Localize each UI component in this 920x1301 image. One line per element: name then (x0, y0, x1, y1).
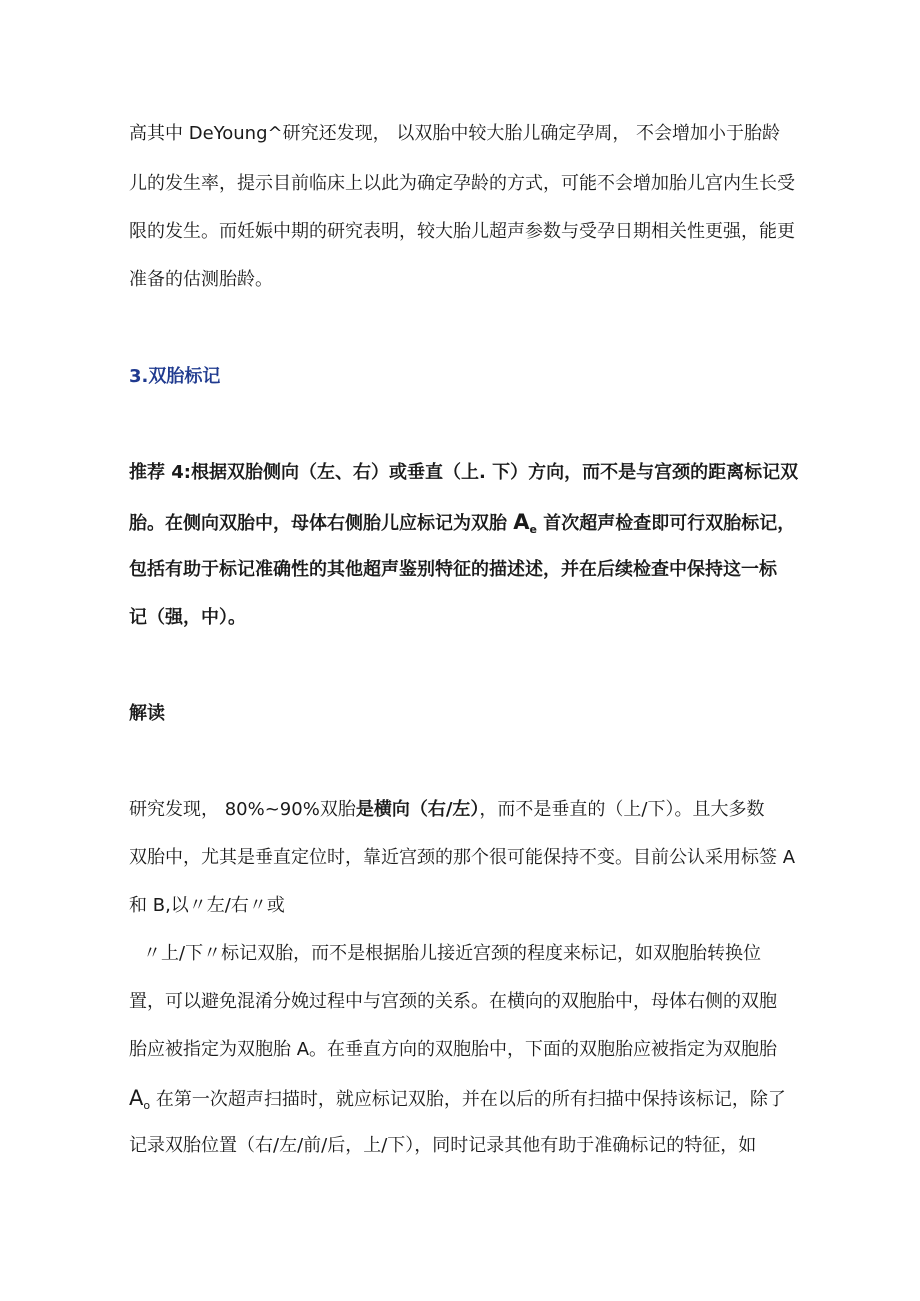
para2-line-4: 〃上/下〃标记双胎，而不是根据胎儿接近宫颈的程度来标记，如双胞胎转换位 (143, 943, 762, 964)
recommendation-line-1: 推荐 4:根据双胎侧向（左、右）或垂直（上. 下）方向，而不是与宫颈的距离标记双 (129, 462, 799, 483)
rec-line2-post: 首次超声检查即可行双胎标记， (537, 513, 796, 534)
para1-line-3: 限的发生。而妊娠中期的研究表明，较大胎儿超声参数与受孕日期相关性更强，能更 (129, 221, 795, 242)
twin-a-subscript: e (529, 523, 537, 536)
para1-line-4: 准备的估测胎龄。 (129, 269, 273, 290)
jiedu-heading: 解读 (129, 703, 165, 724)
rec-line2-pre: 胎。在侧向双胎中，母体右侧胎儿应标记为双胎 (129, 513, 514, 534)
para2-line7-post: 在第一次超声扫描时，就应标记双胎，并在以后的所有扫描中保持该标记，除了 (150, 1089, 786, 1110)
recommendation-line-4: 记（强，中）。 (129, 607, 246, 628)
para1-line-2: 儿的发生率，提示目前临床上以此为确定孕龄的方式，可能不会增加胎儿宫内生长受 (129, 173, 795, 194)
para2-line1-pre: 研究发现， 80%~90%双胎 (129, 799, 356, 820)
twin-a-label: A (513, 510, 530, 534)
twin-a-subscript-2: o (143, 1099, 151, 1112)
para2-line-8: 记录双胎位置（右/左/前/后，上/下），同时记录其他有助于准确标记的特征，如 (129, 1135, 757, 1156)
recommendation-line-3: 包括有助于标记准确性的其他超声鉴别特征的描述述，并在后续检查中保持这一标 (129, 559, 777, 580)
para2-line-6: 胎应被指定为双胞胎 A。在垂直方向的双胞胎中，下面的双胞胎应被指定为双胞胎 (129, 1039, 778, 1060)
para2-line-2: 双胎中，尤其是垂直定位时，靠近宫颈的那个很可能保持不变。目前公认采用标签 A (129, 847, 796, 868)
para2-line1-bold: 是横向（右/左） (355, 799, 480, 820)
para1-line-1: 高其中 DeYoung^研究还发现， 以双胎中较大胎儿确定孕周， 不会增加小于胎龄 (129, 123, 781, 144)
para2-line1-post: ，而不是垂直的（上/下）。且大多数 (479, 799, 765, 820)
para2-line-7 (129, 1085, 786, 1113)
section-heading: 3.双胎标记 (129, 366, 221, 387)
para2-line-1 (129, 797, 764, 823)
twin-a-label-2: A (129, 1086, 144, 1110)
para2-line-5: 置，可以避免混淆分娩过程中与宫颈的关系。在横向的双胞胎中，母体右侧的双胞 (129, 991, 777, 1012)
recommendation-line-2 (129, 509, 795, 537)
para2-line-3: 和 B,以〃左/右〃或 (129, 895, 285, 916)
